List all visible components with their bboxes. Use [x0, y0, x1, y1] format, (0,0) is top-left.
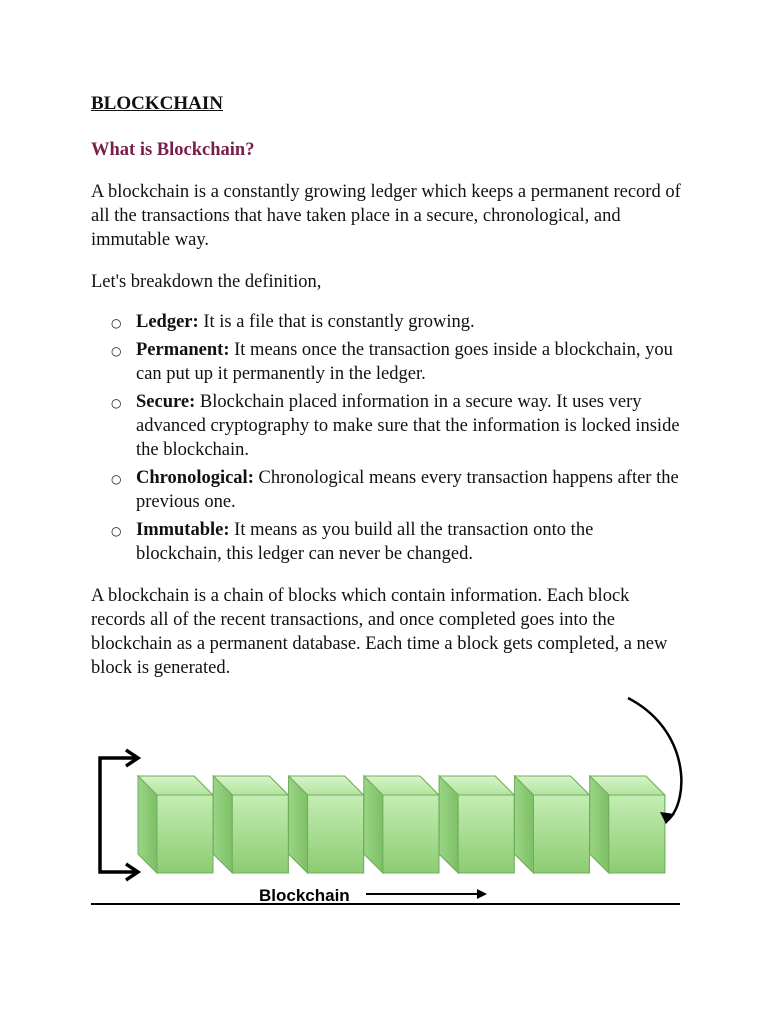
definition-item-immutable: [91, 518, 681, 566]
block-cube: [439, 776, 514, 873]
page-title: BLOCKCHAIN: [91, 93, 223, 114]
section-heading: What is Blockchain?: [91, 140, 255, 160]
block-cube: [138, 776, 213, 873]
definition-term: Immutable:: [136, 520, 230, 540]
definition-text: It is a file that is constantly growing.: [198, 312, 475, 332]
block-cube: [590, 776, 665, 873]
diagram-label: Blockchain: [259, 886, 350, 905]
definition-term: Secure:: [136, 392, 196, 412]
definition-list: [91, 310, 681, 566]
intro-paragraph: A blockchain is a constantly growing ledger which keeps a permanent record of all the transactions that have taken place in a secure, chronological, and immutable way.: [91, 182, 681, 250]
definition-term: Permanent:: [136, 340, 230, 360]
definition-item-chronological: [91, 466, 681, 514]
hollow-bullet-icon: ○: [111, 344, 122, 358]
document-page: [91, 92, 681, 680]
hollow-bullet-icon: ○: [111, 524, 122, 538]
block-cube: [289, 776, 364, 873]
definition-text: It means once the transaction goes inside a blockchain, you can put up it permanently in the ledger.: [136, 340, 673, 384]
definition-term: Chronological:: [136, 468, 254, 488]
definition-term: Ledger:: [136, 312, 199, 332]
blockchain-diagram: [0, 690, 768, 920]
block-cube: [213, 776, 288, 873]
definition-item-permanent: [91, 338, 681, 386]
breakdown-paragraph: Let's breakdown the definition,: [91, 272, 322, 292]
definition-text: Blockchain placed information in a secure way. It uses very advanced cryptography to make sure that the information is locked inside the blockchain.: [136, 392, 680, 460]
block-cube: [515, 776, 590, 873]
hollow-bullet-icon: ○: [111, 472, 122, 486]
loop-bracket: [100, 758, 135, 872]
definition-item-ledger: [91, 310, 681, 334]
hollow-bullet-icon: ○: [111, 316, 122, 330]
hollow-bullet-icon: ○: [111, 396, 122, 410]
definition-item-secure: [91, 390, 681, 462]
definition-text: It means as you build all the transaction onto the blockchain, this ledger can never be changed.: [136, 520, 594, 564]
block-cube: [364, 776, 439, 873]
block-chain-group: [138, 776, 665, 873]
definition-text: Chronological means every transaction happens after the previous one.: [136, 468, 679, 512]
label-arrow-head-icon: [477, 889, 487, 899]
blocks-paragraph: A blockchain is a chain of blocks which contain information. Each block records all of the recent transactions, and once completed goes into the blockchain as a permanent database. Each time a block gets completed, a new block is generated.: [91, 586, 668, 678]
